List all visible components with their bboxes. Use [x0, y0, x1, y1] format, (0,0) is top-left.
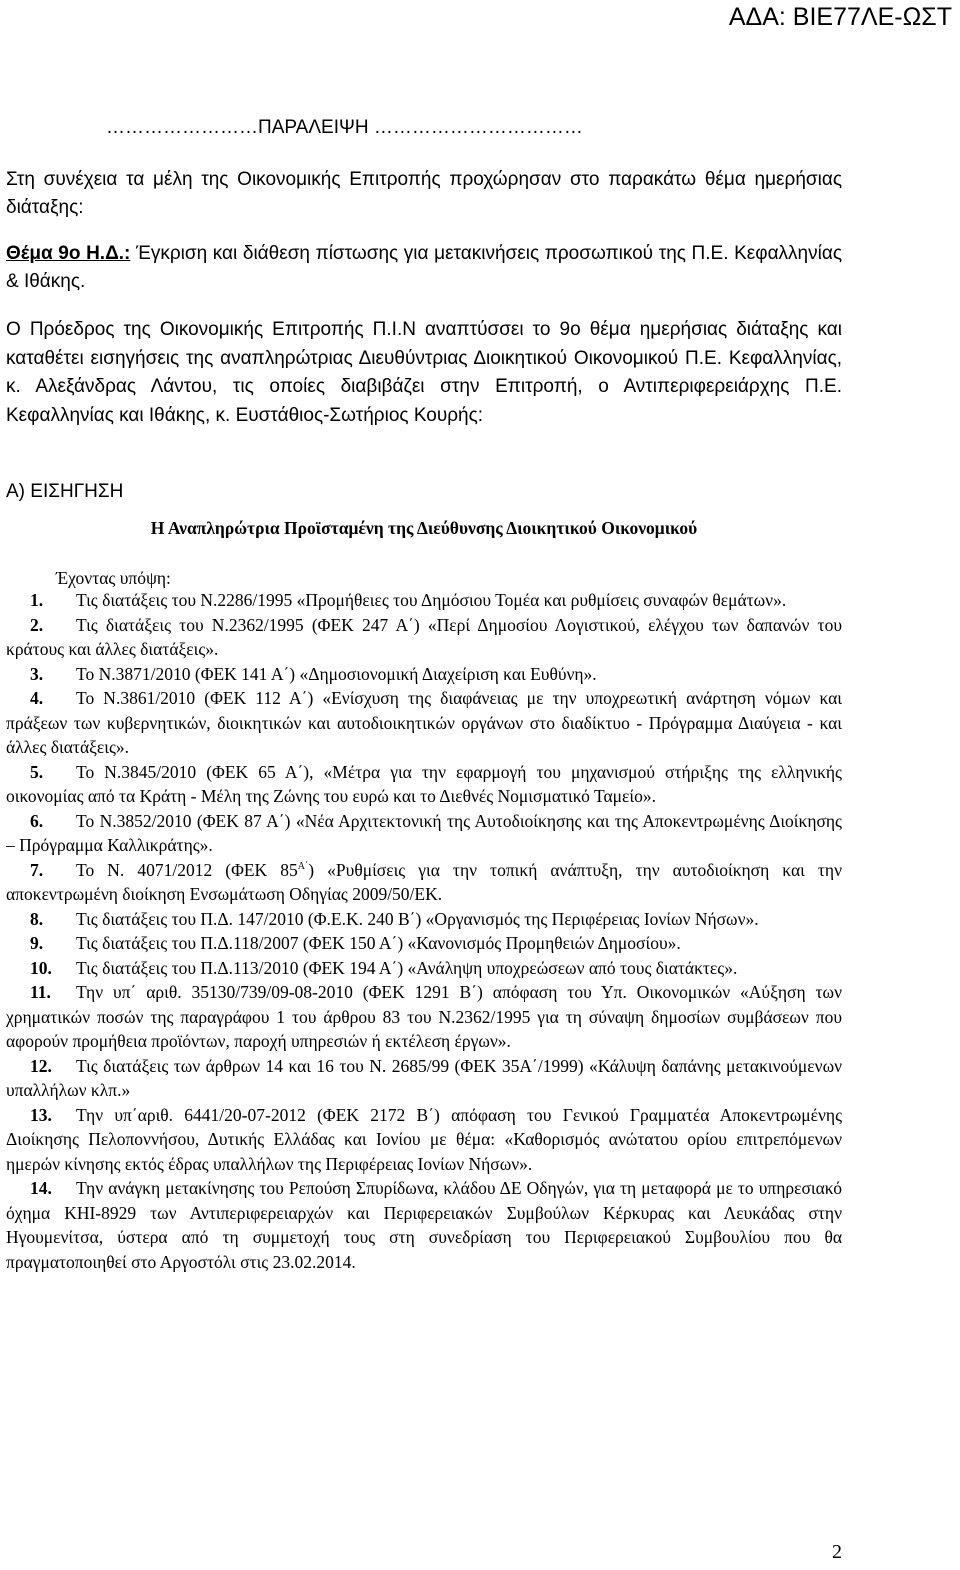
list-item: [6, 1176, 842, 1274]
list-item-text: Το Ν.3871/2010 (ΦΕΚ 141 Α΄) «Δημοσιονομική Διαχείριση και Ευθύνη».: [76, 663, 597, 684]
omission-separator: ……………………ΠΑΡΑΛΕΙΨΗ ……………………………: [106, 117, 583, 138]
list-item: [6, 760, 842, 809]
section-title: Α) ΕΙΣΗΓΗΣΗ: [6, 481, 124, 502]
list-item-number: 4.: [30, 688, 44, 708]
subject-text: Έγκριση και διάθεση πίστωσης για μετακινήσεις προσωπικού της Π.Ε. Κεφαλληνίας & Ιθάκης.: [6, 243, 842, 292]
list-item: [6, 858, 842, 907]
president-paragraph: Ο Πρόεδρος της Οικονομικής Επιτροπής Π.Ι.Ν αναπτύσσει το 9ο θέμα ημερήσιας διάταξης και καταθέτει εισηγήσεις της αναπληρώτριας Διευθύντριας Διοικητικού Οικονομικού Π.Ε. Κεφαλληνίας, κ. Αλεξάνδρας Λάντου, τις οποίες διαβιβάζει στην Επιτροπή, ο Αντιπεριφερειάρχης Π.Ε. Κεφαλληνίας και Ιθάκης, κ. Ευστάθιος-Σωτήριος Κουρής:: [6, 319, 842, 426]
list-item: [6, 956, 842, 981]
regulations-list: [6, 588, 842, 1274]
list-item-number: 11.: [30, 982, 51, 1002]
list-item-number: 14.: [30, 1178, 52, 1198]
list-item-number: 5.: [30, 761, 44, 782]
list-item: [6, 980, 842, 1054]
list-item-text: Την υπ΄αριθ. 6441/20-07-2012 (ΦΕΚ 2172 Β΄) απόφαση του Γενικού Γραμματέα Αποκεντρωμένης Διοίκησης Πελοποννήσου, Δυτικής Ελλάδας και Ιονίου με θέμα: «Καθορισμός ανώτατου ορίου επιτρεπόμενων ημερών κίνησης εκτός έδρας υπαλλήλων της Περιφέρειας Ιονίων Νήσων».: [6, 1104, 842, 1174]
memo-heading: Η Αναπληρώτρια Προϊσταμένη της Διεύθυνσης Διοικητικού Οικονομικού: [150, 518, 698, 538]
page-number: 2: [832, 1541, 842, 1563]
ada-code: ΑΔΑ: ΒΙΕ77ΛΕ-ΩΣΤ: [728, 3, 952, 31]
list-item-number: 12.: [30, 1055, 52, 1076]
list-item-number: 13.: [30, 1104, 52, 1125]
subject-paragraph: [6, 240, 842, 296]
list-item-text: Το Ν.3852/2010 (ΦΕΚ 87 Α΄) «Νέα Αρχιτεκτονική της Αυτοδιοίκησης και της Αποκεντρωμένης Διοίκησης – Πρόγραμμα Καλλικράτης».: [6, 810, 842, 855]
list-item-text: Το Ν. 4071/2012 (ΦΕΚ 85: [76, 859, 298, 880]
list-item: [6, 1054, 842, 1103]
list-item-number: 10.: [30, 957, 52, 978]
having-regard-label: Έχοντας υπόψη:: [56, 568, 171, 588]
list-item-number: 7.: [30, 859, 44, 880]
list-item-text: Την υπ΄ αριθ. 35130/739/09-08-2010 (ΦΕΚ 1291 Β΄) απόφαση του Υπ. Οικονομικών «Αύξηση των χρηματικών ποσών της παραγράφου 1 του άρθρου 83 του Ν.2362/1995 για τη σύναψη δημοσίων συμβάσεων που αφορούν προμήθεια προϊόντων, παροχή υπηρεσιών ή εκτέλεση έργων».: [6, 982, 842, 1051]
list-item-text: Την ανάγκη μετακίνησης του Ρεπούση Σπυρίδωνα, κλάδου ΔΕ Οδηγών, για τη μεταφορά με το υπηρεσιακό όχημα ΚΗΙ-8929 των Αντιπεριφερειαρχών και Περιφερειακών Συμβούλων Κέρκυρας και Λευκάδας στην Ηγουμενίτσα, ύστερα από τη συμμετοχή τους στη συνεδρίαση του Περιφερειακού Συμβουλίου που θα πραγματοποιηθεί στο Αργοστόλι στις 23.02.2014.: [6, 1178, 842, 1272]
list-item: [6, 686, 842, 760]
list-item-number: 6.: [30, 810, 44, 831]
list-item-text: Τις διατάξεις του Π.Δ. 147/2010 (Φ.Ε.Κ. 240 Β΄) «Οργανισμός της Περιφέρειας Ιονίων Νήσων».: [76, 908, 759, 929]
list-item-number: 2.: [30, 614, 44, 635]
list-item-text: Το Ν.3861/2010 (ΦΕΚ 112 Α΄) «Ενίσχυση της διαφάνειας με την υποχρεωτική ανάρτηση νόμων και πράξεων των κυβερνητικών, διοικητικών και αυτοδιοικητικών οργάνων στο διαδίκτυο - Πρόγραμμα Διαύγεια - και άλλες διατάξεις».: [6, 688, 842, 757]
list-item: [6, 809, 842, 858]
list-item-number: 1.: [30, 590, 44, 610]
list-item: [6, 907, 842, 932]
list-item-text: Το Ν.3845/2010 (ΦΕΚ 65 Α΄), «Μέτρα για την εφαρμογή του μηχανισμού στήριξης της ελληνικής οικονομίας από τα Κράτη - Μέλη της Ζώνης του ευρώ και το Διεθνές Νομισματικό Ταμείο».: [6, 761, 842, 806]
list-item-number: 3.: [30, 663, 44, 684]
list-item-text: Τις διατάξεις των άρθρων 14 και 16 του Ν. 2685/99 (ΦΕΚ 35Α΄/1999) «Κάλυψη δαπάνης μετακινούμενων υπαλλήλων κλπ.»: [6, 1055, 842, 1100]
list-item: [6, 613, 842, 662]
list-item-text-cont: ) «Ρυθμίσεις για την τοπική ανάπτυξη, την αυτοδιοίκηση και την αποκεντρωμένη διοίκηση Ενσωμάτωση Οδηγίας 2009/50/ΕΚ.: [6, 859, 842, 904]
list-item-text: Τις διατάξεις του Ν.2362/1995 (ΦΕΚ 247 Α΄) «Περί Δημοσίου Λογιστικού, ελέγχου των δαπανών του κράτους και άλλες διατάξεις».: [6, 614, 842, 659]
subject-label: Θέμα 9ο Η.Δ.:: [6, 243, 131, 264]
list-item-text: Τις διατάξεις του Π.Δ.118/2007 (ΦΕΚ 150 Α΄) «Κανονισμός Προμηθειών Δημοσίου».: [76, 933, 681, 953]
list-item-number: 9.: [30, 933, 44, 953]
list-item: [6, 1103, 842, 1177]
list-item-text: Τις διατάξεις του Ν.2286/1995 «Προμήθειες του Δημόσιου Τομέα και ρυθμίσεις συναφών θεμάτων».: [76, 590, 787, 610]
intro-paragraph: Στη συνέχεια τα μέλη της Οικονομικής Επιτροπής προχώρησαν στο παρακάτω θέμα ημερήσιας διάταξης:: [6, 169, 842, 218]
list-item-text: Τις διατάξεις του Π.Δ.113/2010 (ΦΕΚ 194 Α΄) «Ανάληψη υποχρεώσεων από τους διατάκτες».: [76, 957, 738, 978]
superscript: Α΄: [297, 860, 309, 872]
list-item: [6, 662, 842, 687]
list-item: [6, 931, 842, 956]
list-item-number: 8.: [30, 908, 44, 929]
list-item: [6, 588, 842, 613]
